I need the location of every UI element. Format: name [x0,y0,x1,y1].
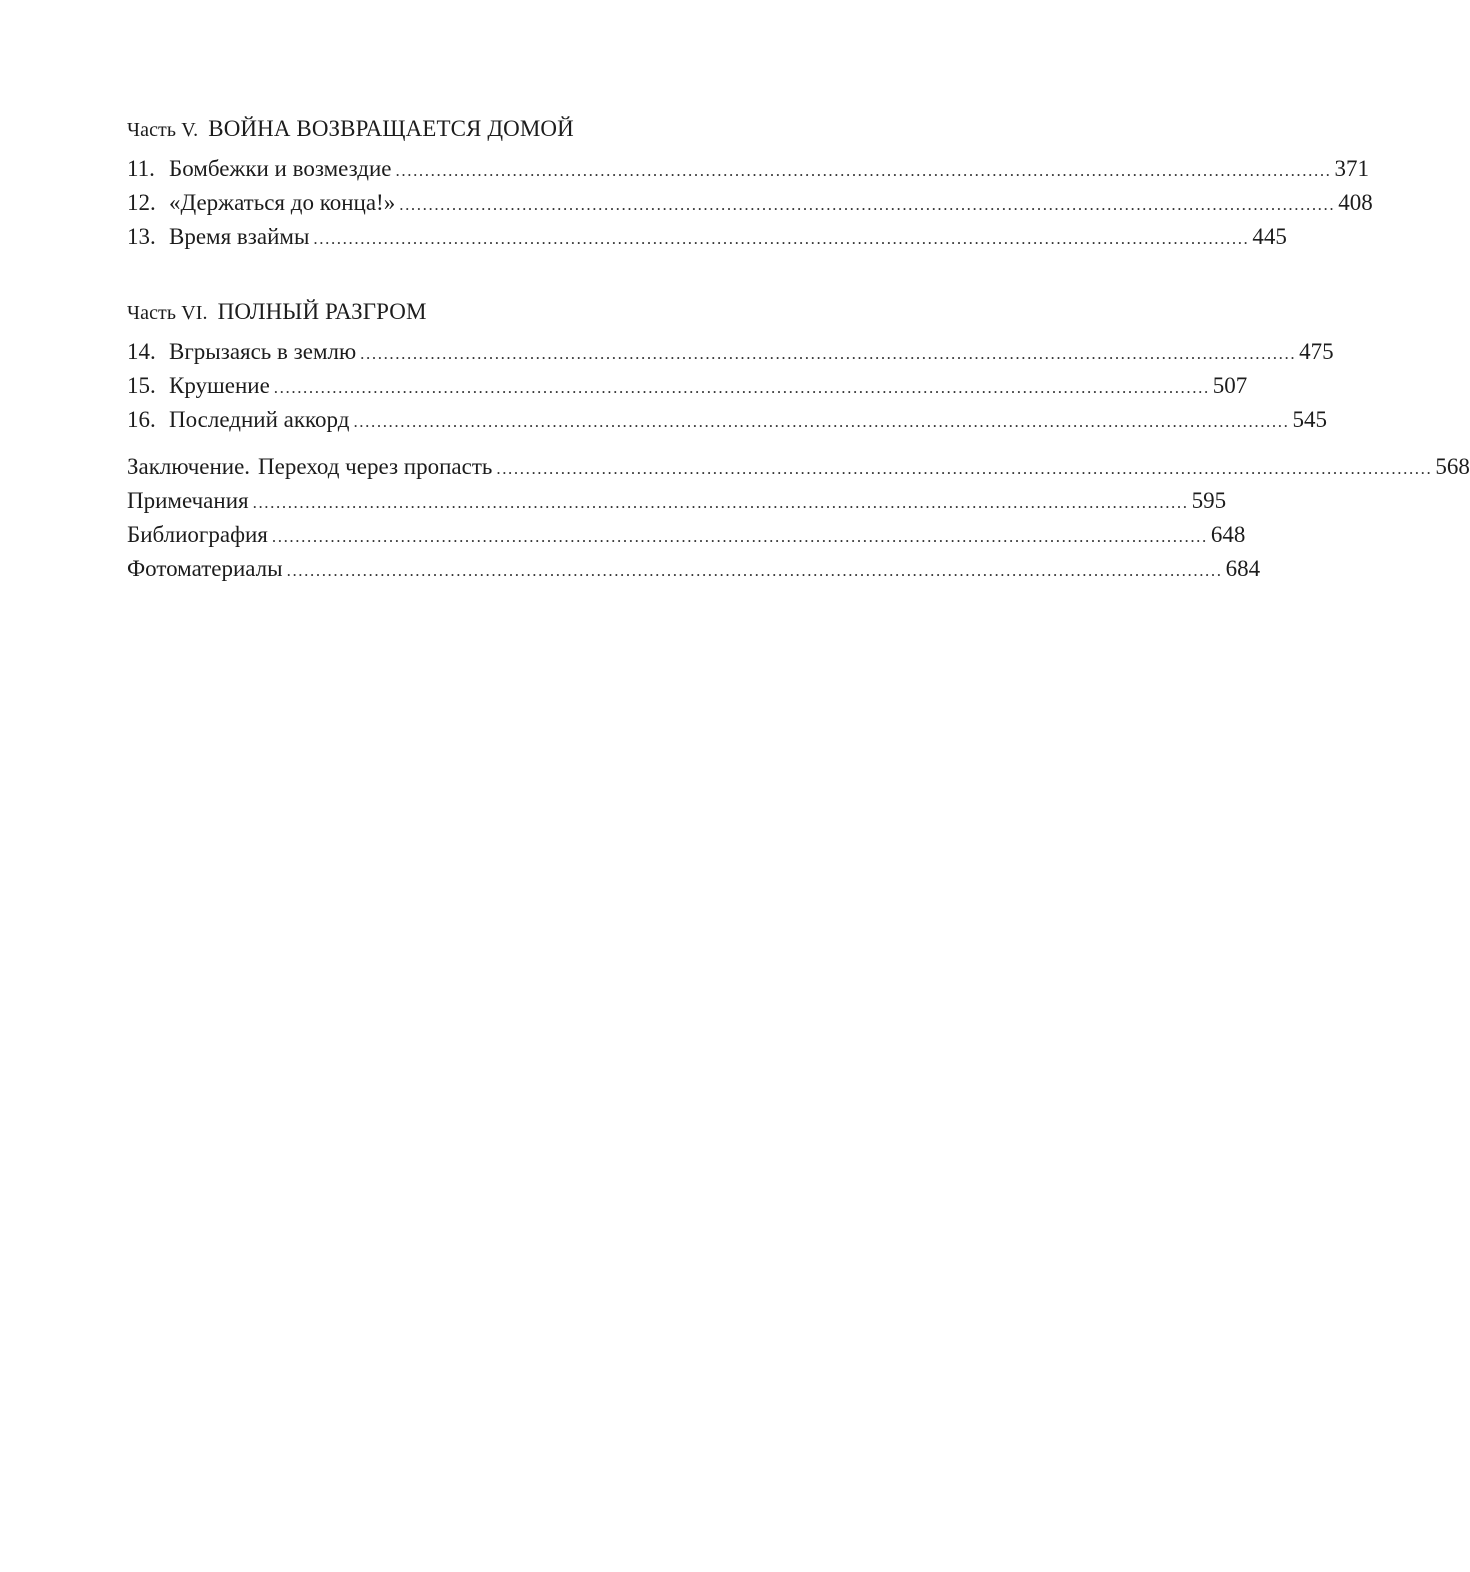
part-title: ПОЛНЫЙ РАЗГРОМ [217,299,427,324]
entry-title: Фотоматериалы [127,556,283,581]
chapter-number: 11. [127,156,155,181]
dot-leader: ................................................................................................................................................................ [353,412,1290,431]
chapter-number: 15. [127,373,156,398]
page-number: 408 [1338,190,1373,215]
page-number: 445 [1252,224,1287,249]
page-number: 684 [1225,556,1261,581]
toc-entry-chapter-14[interactable] [127,335,1334,369]
chapter-list-part-v [127,152,1373,254]
toc-entry-chapter-15[interactable] [127,369,1248,403]
chapter-title: Время взаймы [169,224,310,249]
chapter-title: Последний аккорд [169,407,350,432]
toc-entry-chapter-12[interactable] [127,186,1373,220]
chapter-number: 12. [127,190,156,215]
dot-leader: ................................................................................................................................................................ [273,378,1210,397]
page-number: 595 [1191,488,1227,513]
toc-entry-chapter-13[interactable] [127,220,1287,254]
dot-leader: ................................................................................................................................................................ [496,459,1433,478]
chapter-list-part-vi [127,335,1334,437]
chapter-title: «Держаться до конца!» [169,190,396,215]
toc-entry-chapter-16[interactable] [127,403,1327,437]
page-number: 507 [1212,373,1248,398]
dot-leader: ................................................................................................................................................................ [271,527,1208,546]
chapter-title: Бомбежки и возмездие [169,156,392,181]
toc-entry-notes[interactable] [127,484,1227,518]
dot-leader: ................................................................................................................................................................ [395,161,1332,180]
dot-leader: ................................................................................................................................................................ [286,561,1223,580]
entry-label: Заключение. [127,454,251,479]
page-number: 371 [1334,156,1370,181]
dot-leader: ................................................................................................................................................................ [360,344,1297,363]
entry-subtitle: Переход через пропасть [258,454,493,479]
back-matter-list [127,450,1470,586]
chapter-number: 14. [127,339,156,364]
toc-entry-bibliography[interactable] [127,518,1246,552]
dot-leader: ................................................................................................................................................................ [313,229,1250,248]
chapter-title: Вгрызаясь в землю [169,339,357,364]
page-number: 648 [1210,522,1246,547]
page-number: 568 [1435,454,1470,479]
part-heading-vi [127,295,960,329]
part-prefix: Часть VI. [127,302,208,324]
entry-title [127,450,496,484]
toc-entry-photos[interactable] [127,552,1261,586]
toc-entry-chapter-11[interactable] [127,152,1370,186]
page-number: 545 [1292,407,1327,432]
dot-leader: ................................................................................................................................................................ [252,493,1189,512]
entry-title: Библиография [127,522,268,547]
dot-leader: ................................................................................................................................................................ [399,195,1336,214]
part-heading-v [127,112,960,146]
table-of-contents [127,112,1470,586]
entry-title: Примечания [127,488,249,513]
toc-entry-conclusion[interactable] [127,450,1470,484]
page-number: 475 [1299,339,1334,364]
part-prefix: Часть V. [127,119,199,141]
chapter-title: Крушение [169,373,270,398]
chapter-number: 16. [127,407,156,432]
part-title: ВОЙНА ВОЗВРАЩАЕТСЯ ДОМОЙ [208,116,574,141]
chapter-number: 13. [127,224,156,249]
